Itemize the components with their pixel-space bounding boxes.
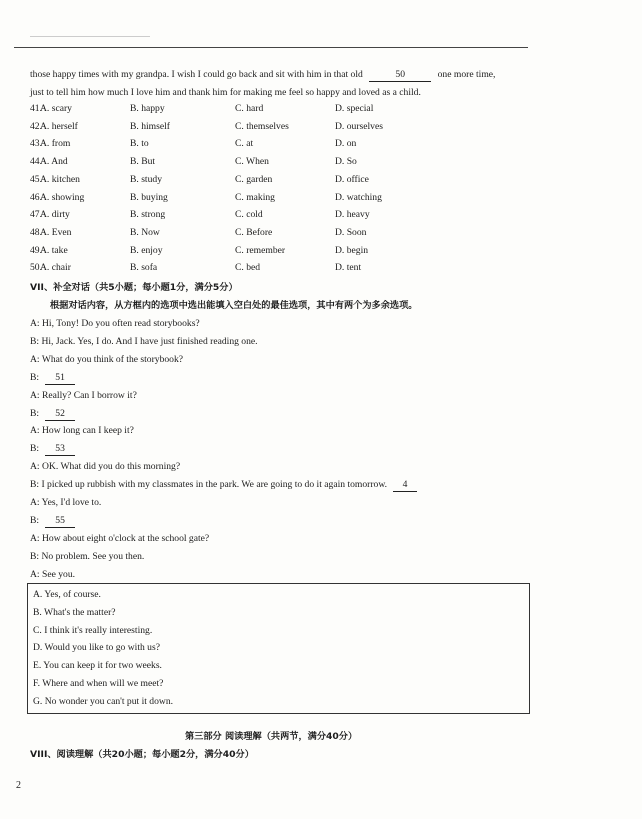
section8-title: VIII、阅读理解（共20小题；每小题2分，满分40分） (30, 749, 254, 760)
choice-b: B. buying (130, 191, 168, 203)
choice-a: A. And (40, 156, 68, 168)
dialogue-text: A: How long can I keep it? (30, 425, 134, 437)
dialogue-text: B: (30, 407, 40, 419)
box-option: G. No wonder you can't put it down. (33, 695, 174, 707)
dialogue-text: A: Hi, Tony! Do you often read storybooks? (30, 318, 200, 329)
passage-text-1a: those happy times with my grandpa. I wish I could go back and sit with him in that old (30, 69, 363, 80)
choice-num: 46. (30, 191, 42, 203)
choice-row (30, 227, 530, 239)
passage-line-2: just to tell him how much I love him and thank him for making me feel so happy and loved as a child. (30, 87, 421, 98)
choice-a: A. scary (40, 103, 72, 114)
passage-line-1 (30, 69, 495, 82)
choice-b: B. strong (130, 209, 166, 221)
dialogue-blank: 52 (45, 408, 75, 421)
choice-b: B. happy (130, 103, 165, 114)
dialogue-line (30, 479, 417, 492)
dialogue-text: B: Hi, Jack. Yes, I do. And I have just finished reading one. (30, 335, 258, 347)
choice-d: D. So (335, 156, 357, 168)
section7-title: VII、补全对话（共5小题；每小题1分，满分5分） (30, 282, 238, 293)
dialogue-line (30, 425, 134, 437)
dialogue-blank: 55 (45, 515, 75, 528)
choice-row (30, 156, 530, 168)
dialogue-blank: 4 (393, 479, 417, 492)
choice-row (30, 174, 530, 186)
choice-row (30, 121, 530, 133)
dialogue-line (30, 390, 137, 402)
choice-b: B. himself (130, 120, 170, 132)
box-option: B. What's the matter? (33, 606, 116, 618)
choice-num: 43. (30, 138, 42, 150)
dialogue-line (30, 408, 75, 421)
dialogue-text: A: Really? Can I borrow it? (30, 389, 137, 401)
choice-row (30, 138, 530, 150)
box-option: E. You can keep it for two weeks. (33, 660, 162, 672)
dialogue-text: B: No problem. See you then. (30, 550, 145, 562)
page-number: 2 (16, 780, 21, 791)
choice-a: A. take (40, 244, 68, 256)
choice-a: A. dirty (40, 209, 70, 221)
choice-num: 42. (30, 120, 42, 132)
part3-title: 第三部分 阅读理解（共两节，满分40分） (185, 731, 358, 742)
choice-d: D. begin (335, 244, 369, 256)
dialogue-line (30, 318, 200, 330)
choice-a: A. showing (40, 191, 85, 203)
box-option: F. Where and when will we meet? (33, 678, 164, 689)
choice-a: A. kitchen (40, 173, 80, 185)
choice-row (30, 262, 530, 274)
choice-b: B. enjoy (130, 244, 163, 256)
choice-c: C. garden (235, 173, 273, 185)
dialogue-line (30, 515, 75, 528)
dialogue-line (30, 461, 180, 473)
choice-c: C. cold (235, 209, 263, 221)
dialogue-line (30, 569, 75, 581)
dialogue-text: B: (30, 443, 40, 455)
dialogue-line (30, 533, 209, 545)
choice-num: 49. (30, 244, 42, 256)
choice-row (30, 245, 530, 257)
choice-c: C. remember (235, 244, 286, 256)
choice-c: C. at (235, 138, 254, 150)
choice-row (30, 192, 530, 204)
choice-b: B. to (130, 138, 149, 150)
dialogue-text: B: (30, 514, 40, 526)
choice-a: A. chair (40, 262, 71, 274)
choice-a: A. herself (40, 120, 78, 132)
box-option: C. I think it's really interesting. (33, 624, 153, 636)
faint-header-line (30, 36, 150, 37)
choice-d: D. tent (335, 262, 362, 274)
choice-d: D. Soon (335, 226, 367, 238)
choice-num: 41. (30, 103, 42, 114)
choice-d: D. office (335, 173, 369, 185)
choice-b: B. sofa (130, 262, 158, 274)
choice-d: D. ourselves (335, 120, 383, 132)
choice-c: C. bed (235, 262, 261, 274)
dialogue-text: A: What do you think of the storybook? (30, 353, 184, 365)
dialogue-line (30, 551, 144, 563)
dialogue-line (30, 336, 258, 348)
dialogue-text: A: OK. What did you do this morning? (30, 461, 181, 473)
blank-50: 50 (369, 69, 431, 82)
dialogue-line (30, 372, 75, 385)
dialogue-text: A: Yes, I'd love to. (30, 497, 102, 508)
dialogue-line (30, 443, 75, 456)
options-box (27, 583, 530, 714)
choice-a: A. from (40, 138, 71, 150)
choice-d: D. watching (335, 191, 382, 203)
choice-num: 50. (30, 262, 42, 274)
choice-c: C. making (235, 191, 275, 203)
dialogue-line (30, 354, 183, 366)
dialogue-blank: 51 (45, 372, 75, 385)
header-rule (14, 47, 528, 48)
choice-c: C. hard (235, 103, 264, 114)
dialogue-blank: 53 (45, 443, 75, 456)
dialogue-text: A: How about eight o'clock at the school gate? (30, 532, 210, 544)
choice-c: C. When (235, 156, 269, 168)
choice-d: D. special (335, 103, 374, 114)
choice-num: 45. (30, 173, 42, 185)
choice-c: C. Before (235, 226, 273, 238)
choice-num: 47. (30, 209, 42, 221)
choice-num: 44. (30, 156, 42, 168)
dialogue-text: A: See you. (30, 568, 76, 580)
choice-row (30, 103, 530, 115)
choice-b: B. Now (130, 226, 160, 238)
choice-d: D. on (335, 138, 357, 150)
section7-instruction: 根据对话内容，从方框内的选项中选出能填入空白处的最佳选项，其中有两个为多余选项。 (50, 300, 418, 311)
choice-b: B. But (130, 156, 156, 168)
choice-a: A. Even (40, 226, 72, 238)
choice-d: D. heavy (335, 209, 370, 221)
choice-row (30, 209, 530, 221)
choice-num: 48. (30, 226, 42, 238)
dialogue-text: B: (30, 371, 40, 383)
dialogue-text: B: I picked up rubbish with my classmates in the park. We are going to do it again tomorrow. (30, 479, 388, 491)
box-option: D. Would you like to go with us? (33, 642, 160, 654)
dialogue-line (30, 497, 101, 509)
passage-text-1b: one more time, (437, 69, 496, 80)
choice-b: B. study (130, 173, 162, 185)
choice-c: C. themselves (235, 120, 289, 132)
box-option: A. Yes, of course. (33, 589, 101, 600)
